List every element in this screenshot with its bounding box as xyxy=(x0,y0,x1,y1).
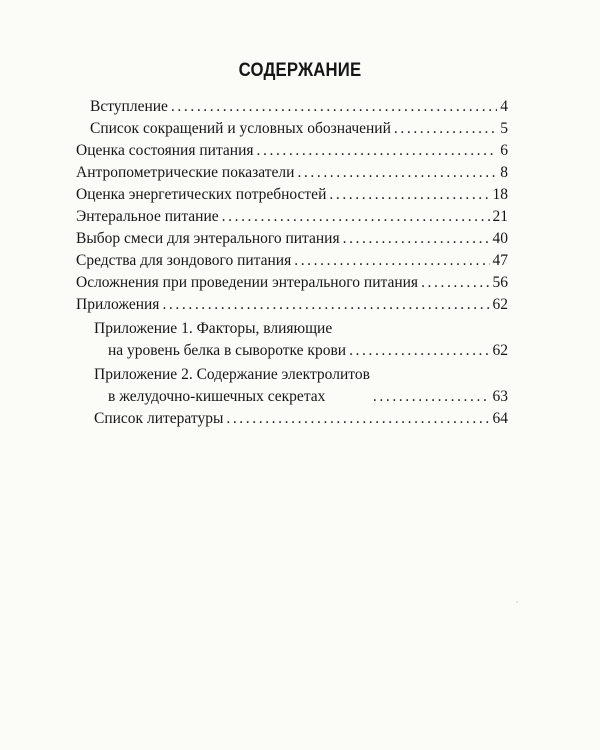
toc-entry-page: 8 xyxy=(500,164,508,181)
toc-entry-page: 63 xyxy=(492,388,508,405)
toc-entry-title: Антропометрические показатели xyxy=(76,164,295,181)
toc-entry-page: 56 xyxy=(492,274,508,291)
toc-entry-page: 64 xyxy=(492,410,508,427)
toc-entry[interactable] xyxy=(76,318,508,362)
toc-entry-title: Средства для зондового питания xyxy=(76,252,292,269)
toc-entry-page: 18 xyxy=(492,186,508,203)
toc-entry-page: 40 xyxy=(492,230,508,247)
toc-entry-title: Приложения xyxy=(76,296,160,313)
page-title: СОДЕРЖАНИЕ xyxy=(238,60,362,81)
dot-leader xyxy=(421,272,489,294)
toc-entry-title: Энтеральное питание xyxy=(76,208,219,225)
toc-entry-title-line: в желудочно-кишечных секретах xyxy=(108,388,326,405)
toc-entry-title: Вступление xyxy=(90,98,168,115)
toc-entry-title: Оценка состояния питания xyxy=(76,142,254,159)
toc-entry[interactable] xyxy=(76,162,508,184)
paper-speck xyxy=(516,601,518,603)
toc-entry[interactable] xyxy=(76,96,508,118)
toc-entry-title-line: на уровень белка в сыворотке крови xyxy=(108,342,347,359)
toc-entry-title xyxy=(94,318,346,362)
toc-entry-page: 5 xyxy=(500,120,508,137)
dot-leader xyxy=(162,294,489,316)
toc-entry[interactable] xyxy=(76,206,508,228)
dot-leader xyxy=(222,206,490,228)
dot-leader xyxy=(329,184,489,206)
toc-entry-page: 4 xyxy=(500,98,508,115)
toc-entry-title: Оценка энергетических потребностей xyxy=(76,186,327,203)
toc-entry-page: 6 xyxy=(500,142,508,159)
dot-leader xyxy=(349,340,489,362)
dot-leader xyxy=(226,408,489,430)
toc-entry[interactable] xyxy=(76,184,508,206)
toc-entry-title: Список сокращений и условных обозначений xyxy=(90,120,391,137)
dot-leader xyxy=(343,228,490,250)
toc-entry[interactable] xyxy=(76,118,508,140)
toc-entry-title-line: Приложение 2. Содержание электролитов xyxy=(94,366,370,383)
dot-leader xyxy=(373,386,490,408)
toc-entry[interactable] xyxy=(76,294,508,316)
table-of-contents xyxy=(76,96,508,430)
toc-entry-page: 47 xyxy=(492,252,508,269)
toc-entry-title xyxy=(94,364,370,408)
toc-entry[interactable] xyxy=(76,364,508,408)
toc-entry-page: 62 xyxy=(492,342,508,359)
toc-entry-title: Список литературы xyxy=(94,410,224,427)
dot-leader xyxy=(257,140,498,162)
toc-entry-title: Выбор смеси для энтерального питания xyxy=(76,230,340,247)
dot-leader xyxy=(294,250,489,272)
dot-leader xyxy=(171,96,497,118)
toc-entry-title: Осложнения при проведении энтерального питания xyxy=(76,274,419,291)
toc-entry[interactable] xyxy=(76,228,508,250)
dot-leader xyxy=(394,118,497,140)
toc-entry-page: 21 xyxy=(492,208,508,225)
toc-entry[interactable] xyxy=(76,250,508,272)
toc-entry-page: 62 xyxy=(492,296,508,313)
dot-leader xyxy=(297,162,497,184)
toc-entry-title-line: Приложение 1. Факторы, влияющие xyxy=(94,320,333,337)
toc-entry[interactable] xyxy=(76,272,508,294)
toc-entry[interactable] xyxy=(76,408,508,430)
toc-entry[interactable] xyxy=(76,140,508,162)
